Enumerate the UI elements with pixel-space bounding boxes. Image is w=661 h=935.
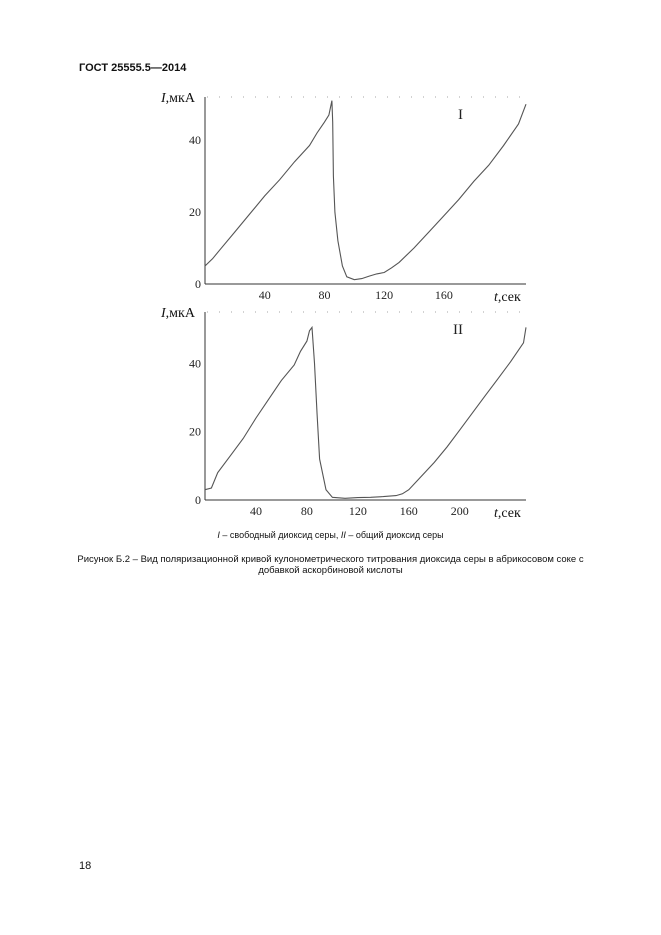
chart-1-y-tick-label: 0: [195, 277, 201, 291]
chart-1-ticks: [189, 133, 453, 302]
chart-1-panel-label: I: [458, 107, 463, 123]
chart-1-x-tick-label: 40: [258, 288, 271, 302]
chart-1-x-tick-label: 80: [318, 288, 331, 302]
chart-2-x-tick-label: 200: [450, 504, 469, 518]
legend-note-roman-1: I: [217, 530, 220, 540]
chart-1-series-line: [205, 101, 526, 280]
chart-2-x-tick-label: 40: [249, 504, 262, 518]
chart-1-y-tick-label: 40: [189, 133, 201, 148]
chart-2-ylabel: [160, 306, 196, 321]
chart-1-y-tick-label: 20: [189, 205, 201, 220]
chart-2-ylabel-symbol: I: [161, 306, 166, 321]
figure-caption: [70, 554, 591, 576]
chart-2-y-tick-label: 0: [195, 493, 201, 507]
chart-1-ylabel-symbol: I: [161, 91, 166, 106]
figure-caption-line-2: добавкой аскорбиновой кислоты: [258, 565, 403, 576]
chart-panel-1: [160, 91, 526, 305]
chart-2-y-tick-label: 20: [189, 424, 201, 439]
chart-2-y-tick-label: 40: [189, 356, 201, 371]
figure-caption-line-1: Рисунок Б.2 – Вид поляризационной кривой кулонометрического титрования диоксида серы в абрикосовом соке с: [77, 554, 584, 565]
chart-1-xlabel-unit: ,сек: [497, 290, 521, 305]
chart-2-x-tick-label: 160: [399, 504, 418, 518]
legend-note: [0, 530, 661, 540]
chart-2-xlabel: [494, 506, 521, 521]
chart-2-xlabel-unit: ,сек: [497, 506, 521, 521]
chart-1-ylabel-unit: ,мкА: [165, 91, 195, 106]
legend-note-total: – общий диоксид серы: [345, 530, 444, 540]
chart-1-x-tick-label: 160: [434, 288, 453, 302]
legend-note-roman-2: II: [340, 530, 346, 540]
chart-2-x-tick-label: 120: [348, 504, 367, 518]
chart-1-xlabel-symbol: t: [494, 290, 498, 305]
chart-panel-2: [160, 306, 526, 521]
chart-2-xlabel-symbol: t: [494, 506, 498, 521]
chart-2-series-line: [205, 327, 526, 498]
chart-1-xlabel: [494, 290, 521, 305]
chart-1-ylabel: [160, 91, 196, 106]
chart-2-ylabel-unit: ,мкА: [165, 306, 195, 321]
chart-1-x-tick-label: 120: [375, 288, 394, 302]
document-header: ГОСТ 25555.5—2014: [79, 62, 187, 74]
legend-note-free: – свободный диоксид серы,: [219, 530, 341, 540]
chart-2-x-tick-label: 80: [300, 504, 313, 518]
page-number: 18: [79, 860, 92, 872]
chart-2-panel-label: II: [453, 322, 463, 338]
